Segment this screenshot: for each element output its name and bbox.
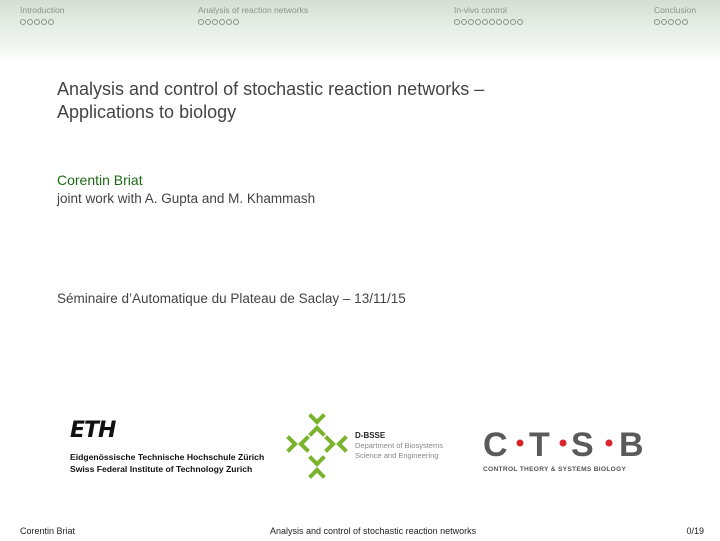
dbsse-logo [285,412,465,482]
coauthors: joint work with A. Gupta and M. Khammash [57,191,316,206]
nav-slide-dot[interactable] [461,19,467,25]
presentation-title [57,78,677,124]
nav-section-introduction[interactable] [20,5,64,25]
nav-dots[interactable] [454,19,523,25]
nav-label[interactable]: In-vivo control [454,5,507,15]
author-name: Corentin Briat [57,172,143,188]
ctsb-subtitle: CONTROL THEORY & SYSTEMS BIOLOGY [483,466,627,473]
nav-slide-dot[interactable] [34,19,40,25]
footer-bar [0,521,720,541]
nav-dots[interactable] [654,19,696,25]
event-info: Séminaire d’Automatique du Plateau de Saclay – 13/11/15 [57,291,406,306]
nav-slide-dot[interactable] [654,19,660,25]
nav-slide-dot[interactable] [503,19,509,25]
nav-slide-dot[interactable] [233,19,239,25]
nav-slide-dot[interactable] [226,19,232,25]
nav-section-analysis[interactable] [198,5,308,25]
navigation-bar [0,0,720,64]
nav-slide-dot[interactable] [510,19,516,25]
nav-slide-dot[interactable] [475,19,481,25]
nav-slide-dot[interactable] [27,19,33,25]
nav-dots[interactable] [20,19,64,25]
nav-slide-dot[interactable] [219,19,225,25]
footer-page-number: 0/19 [686,526,704,536]
ctsb-dot [560,440,567,447]
footer-author: Corentin Briat [20,526,76,536]
ctsb-letter-s: S [571,426,594,459]
footer-title: Analysis and control of stochastic reaction networks [270,526,477,536]
nav-slide-dot[interactable] [198,19,204,25]
ctsb-letter-b: B [619,426,644,459]
ctsb-logo [483,425,648,475]
dbsse-line-2: Science and Engineering [355,450,439,460]
title-line-1: Analysis and control of stochastic reaction networks – [57,79,485,99]
nav-slide-dot[interactable] [489,19,495,25]
nav-slide-dot[interactable] [682,19,688,25]
nav-label[interactable]: Conclusion [654,5,697,15]
nav-slide-dot[interactable] [517,19,523,25]
dbsse-text [355,431,443,460]
nav-slide-dot[interactable] [468,19,474,25]
nav-dots[interactable] [198,19,308,25]
nav-slide-dot[interactable] [212,19,218,25]
dbsse-cross-icon [285,412,355,480]
nav-slide-dot[interactable] [454,19,460,25]
ctsb-letter-c: C [483,426,508,459]
nav-slide-dot[interactable] [675,19,681,25]
ctsb-dot [517,440,524,447]
dbsse-title: D-BSSE [355,431,386,440]
nav-label[interactable]: Introduction [20,5,65,15]
ctsb-wordmark [483,425,645,459]
nav-section-conclusion[interactable] [654,5,696,25]
eth-line-2: Swiss Federal Institute of Technology Zurich [70,464,253,474]
nav-section-in-vivo-control[interactable] [454,5,523,25]
eth-wordmark: ETH [70,418,116,443]
eth-line-1: Eidgenössische Technische Hochschule Zürich [70,452,265,462]
nav-slide-dot[interactable] [20,19,26,25]
nav-slide-dot[interactable] [496,19,502,25]
nav-slide-dot[interactable] [482,19,488,25]
nav-slide-dot[interactable] [41,19,47,25]
dbsse-line-1: Department of Biosystems [355,441,443,450]
ctsb-dot [606,440,613,447]
nav-slide-dot[interactable] [205,19,211,25]
ctsb-letter-t: T [529,426,550,459]
eth-logo [70,420,275,475]
nav-slide-dot[interactable] [48,19,54,25]
nav-label[interactable]: Analysis of reaction networks [198,5,309,15]
title-line-2: Applications to biology [57,102,237,122]
nav-slide-dot[interactable] [661,19,667,25]
nav-slide-dot[interactable] [668,19,674,25]
